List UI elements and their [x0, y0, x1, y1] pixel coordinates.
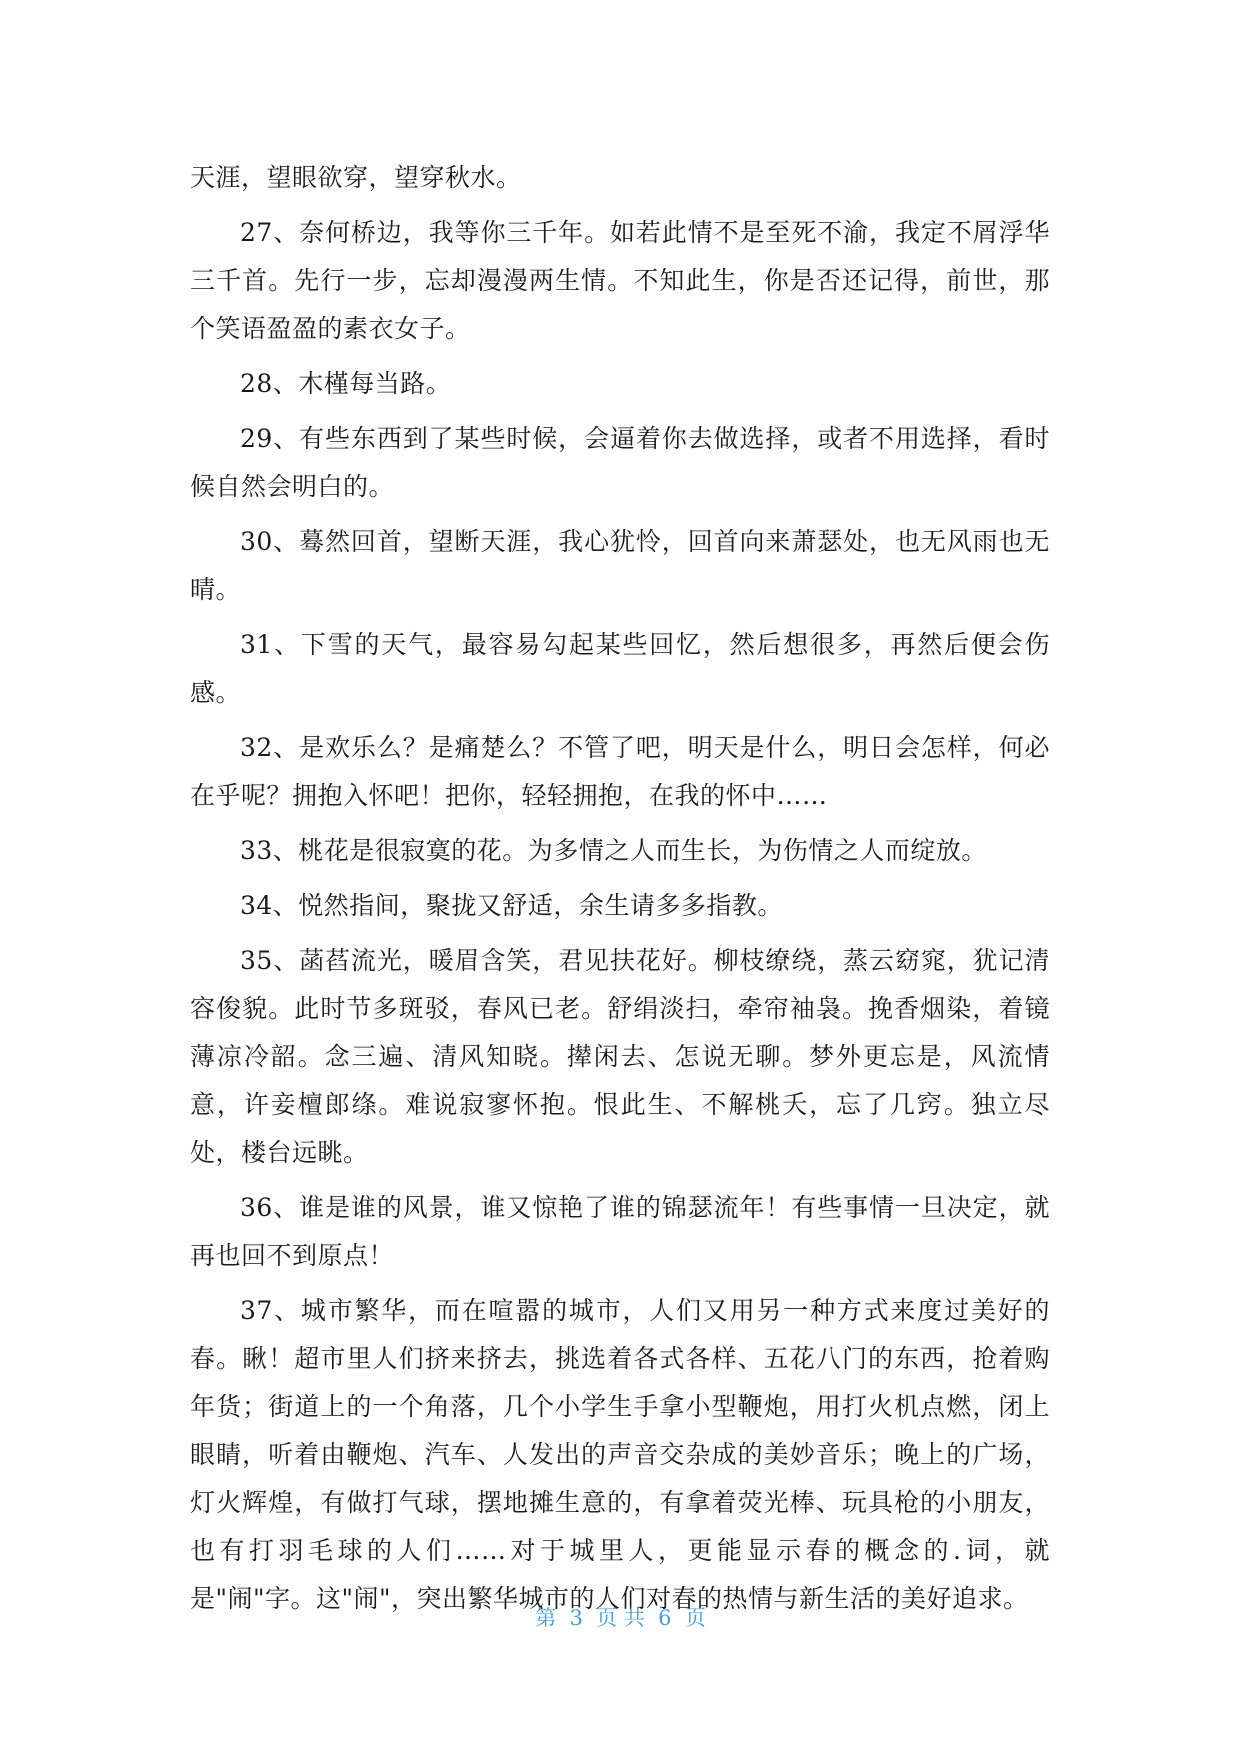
paragraph-27: 27、奈何桥边，我等你三千年。如若此情不是至死不渝，我定不屑浮华三千首。先行一步，忘却漫漫两生情。不知此生，你是否还记得，前世，那个笑语盈盈的素衣女子。: [190, 218, 1050, 343]
paragraph-36: 36、谁是谁的风景，谁又惊艳了谁的锦瑟流年！有些事情一旦决定，就再也回不到原点！: [190, 1193, 1050, 1270]
paragraph-28: 28、木槿每当路。: [240, 369, 452, 398]
paragraph-32: 32、是欢乐么？是痛楚么？不管了吧，明天是什么，明日会怎样，何必在乎呢？拥抱入怀吧！把你，轻轻拥抱，在我的怀中……: [190, 733, 1050, 810]
paragraph-30: 30、蓦然回首，望断天涯，我心犹怜，回首向来萧瑟处，也无风雨也无晴。: [190, 527, 1050, 604]
document-body: [190, 154, 1050, 1630]
paragraph-continuation: 天涯，望眼欲穿，望穿秋水。: [190, 163, 522, 192]
paragraph-31: 31、下雪的天气，最容易勾起某些回忆，然后想很多，再然后便会伤感。: [190, 630, 1050, 707]
paragraph-35: 35、菡萏流光，暖眉含笑，君见扶花好。柳枝缭绕，蒸云窈窕，犹记清容俊貌。此时节多斑驳，春风已老。舒绢淡扫，牵帘袖袅。挽香烟染，着镜薄凉冷韶。念三遍、清风知晓。撵闲去、怎说无聊。梦外更忘是，风流情意，许妾檀郎绦。难说寂寥怀抱。恨此生、不解桃夭，忘了几窍。独立尽处，楼台远眺。: [190, 946, 1050, 1167]
paragraph-29: 29、有些东西到了某些时候，会逼着你去做选择，或者不用选择，看时候自然会明白的。: [190, 424, 1050, 501]
paragraph-33: 33、桃花是很寂寞的花。为多情之人而生长，为伤情之人而绽放。: [240, 836, 987, 865]
page-number-footer: 第 3 页 共 6 页: [535, 1606, 706, 1630]
paragraph-37: 37、城市繁华，而在喧嚣的城市，人们又用另一种方式来度过美好的春。瞅！超市里人们挤来挤去，挑选着各式各样、五花八门的东西，抢着购年货；街道上的一个角落，几个小学生手拿小型鞭炮，用打火机点燃，闭上眼睛，听着由鞭炮、汽车、人发出的声音交杂成的美妙音乐；晚上的广场，灯火辉煌，有做打气球，摆地摊生意的，有拿着荧光棒、玩具枪的小朋友，也有打羽毛球的人们……对于城里人，更能显示春的概念的.词，就是"闹"字。这"闹"，突出繁华城市的人们对春的热情与新生活的美好追求。: [190, 1296, 1050, 1613]
paragraph-34: 34、悦然指间，聚拢又舒适，余生请多多指教。: [240, 891, 783, 920]
